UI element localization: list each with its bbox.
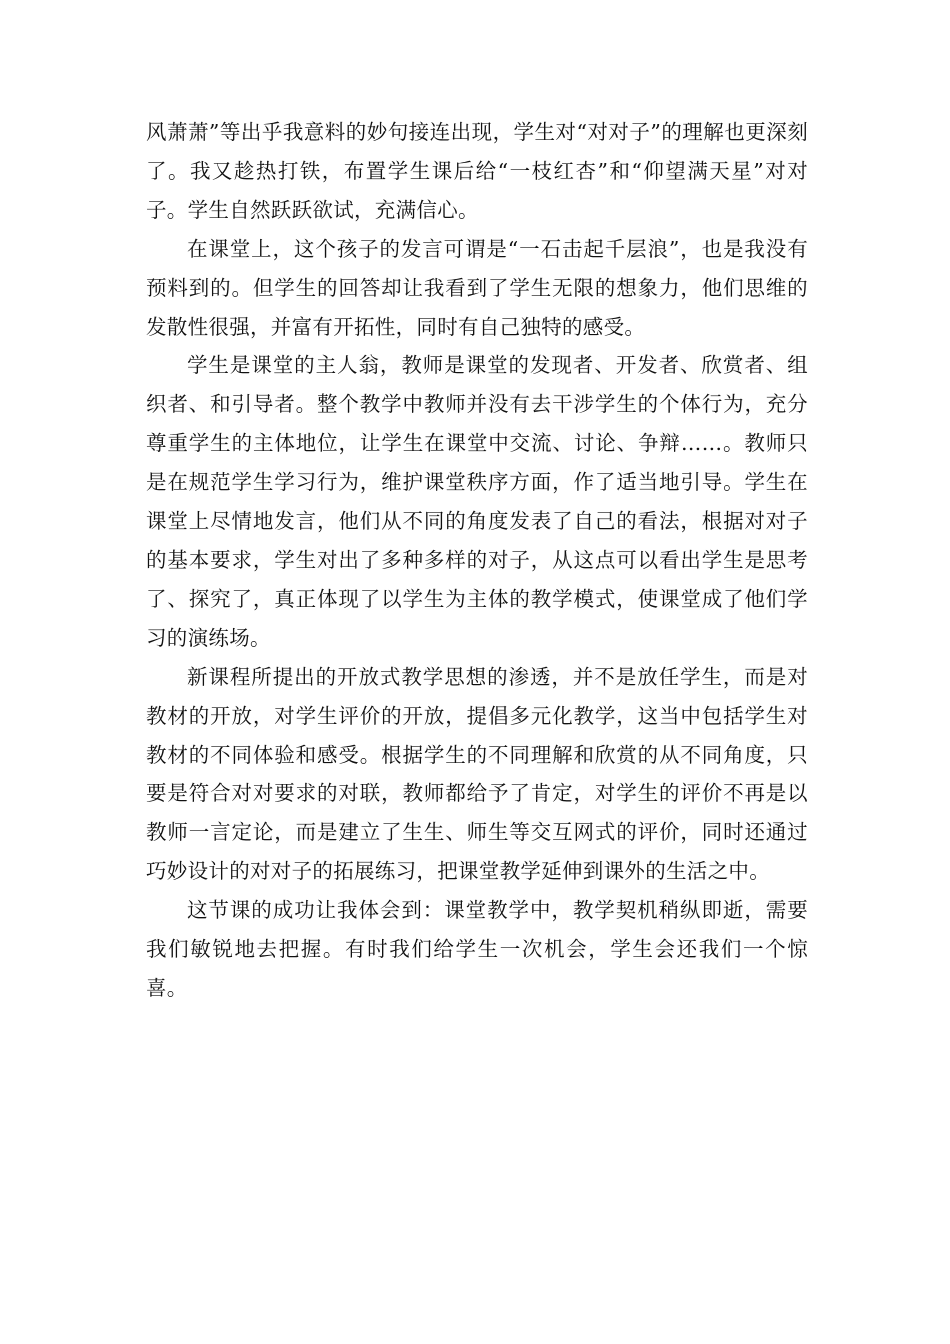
paragraph-1: 风萧萧”等出乎我意料的妙句接连出现，学生对“对对子”的理解也更深刻了。我又趁热打铁，布置学生课后给“一枝红杏”和“仰望满天星”对对子。学生自然跃跃欲试，充满信心。 bbox=[146, 120, 808, 222]
paragraph-2: 在课堂上，这个孩子的发言可谓是“一石击起千层浪”，也是我没有预料到的。但学生的回答却让我看到了学生无限的想象力，他们思维的发散性很强，并富有开拓性，同时有自己独特的感受。 bbox=[146, 236, 808, 339]
paragraph-4: 新课程所提出的开放式教学思想的渗透，并不是放任学生，而是对教材的开放，对学生评价的开放，提倡多元化教学，这当中包括学生对教材的不同体验和感受。根据学生的不同理解和欣赏的从不同角度，只要是符合对对要求的对联，教师都给予了肯定，对学生的评价不再是以教师一言定论，而是建立了生生、师生等交互网式的评价，同时还通过巧妙设计的对对子的拓展练习，把课堂教学延伸到课外的生活之中。 bbox=[146, 664, 808, 884]
paragraph-5: 这节课的成功让我体会到：课堂教学中，教学契机稍纵即逝，需要我们敏锐地去把握。有时我们给学生一次机会，学生会还我们一个惊喜。 bbox=[146, 898, 808, 1000]
paragraph-3: 学生是课堂的主人翁，教师是课堂的发现者、开发者、欣赏者、组织者、和引导者。整个教学中教师并没有去干涉学生的个体行为，充分尊重学生的主体地位，让学生在课堂中交流、讨论、争辩……。教师只是在规范学生学习行为，维护课堂秩序方面，作了适当地引导。学生在课堂上尽情地发言，他们从不同的角度发表了自己的看法，根据对对子的基本要求，学生对出了多种多样的对子，从这点可以看出学生是思考了、探究了，真正体现了以学生为主体的教学模式，使课堂成了他们学习的演练场。 bbox=[146, 353, 808, 650]
document-body bbox=[146, 113, 808, 1008]
